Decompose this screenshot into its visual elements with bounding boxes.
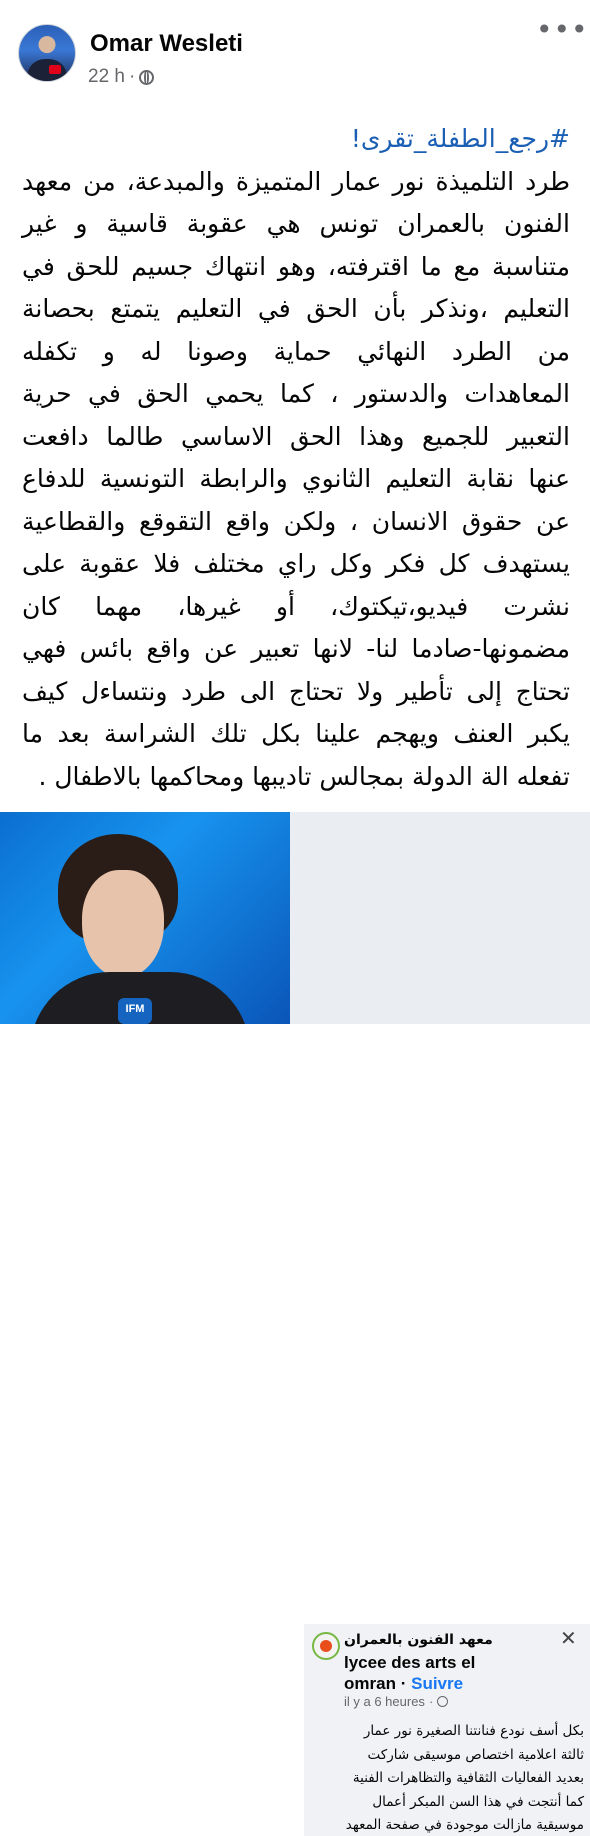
name-dot: · xyxy=(400,1674,407,1693)
author-avatar[interactable] xyxy=(18,24,76,82)
hashtag-link[interactable]: #رجع_الطفلة_تقرى! xyxy=(350,124,570,153)
post-text-line: المعاهدات والدستور ، كما يحمي الحق في حرية xyxy=(22,379,570,408)
page-name-en-text: lycee des arts el omran xyxy=(344,1653,476,1693)
post-text-line: نشرت فيديو،تيكتوك، أو غيرها، مهما كان xyxy=(22,591,570,621)
shared-post-line: ثالثة اعلامية اختصاص موسيقى شاركت xyxy=(367,1746,584,1763)
post-text-line: مضمونها-صادما لنا- لانها تعبير عن واقع بائس فهي xyxy=(22,634,570,663)
post-header xyxy=(0,0,590,100)
flag-icon xyxy=(49,65,61,74)
post-text-line: يكبر العنف ويهجم علينا بكل تلك الشراسة بعد ما xyxy=(22,719,570,748)
post-text-line: التعليم ،ونذكر بأن الحق في التعليم يتمتع بحصانة xyxy=(22,294,570,323)
close-icon: ✕ xyxy=(560,1626,577,1650)
post-text-line: عن حقوق الانسان ، ولكن واقع التقوقع والقطاعية xyxy=(22,506,570,536)
avatar-figure xyxy=(27,59,67,82)
post-text-line: عنها نقابة التعليم الثانوي والرابطة التونسية للدفاع xyxy=(22,464,570,493)
globe-icon xyxy=(437,1696,448,1707)
shared-post-screenshot[interactable] xyxy=(304,1624,590,1836)
post-media[interactable] xyxy=(0,812,590,1833)
shared-separator: · xyxy=(428,1694,434,1709)
post-text xyxy=(22,118,570,798)
post-text-line: تحتاج إلى تأطير ولا تحتاج الى طرد ونتساءل كيف xyxy=(22,676,570,706)
post-text-line: طرد التلميذة نور عمار المتميزة والمبدعة، من معهد xyxy=(22,166,570,196)
post-text-line: من الطرد النهائي حماية وصونا له و تكفله xyxy=(22,336,570,366)
shared-post-body xyxy=(312,1720,584,1836)
photo-face xyxy=(82,870,164,978)
shared-post-line: بعديد الفعاليات الثقافية والتظاهرات الفنية xyxy=(352,1770,584,1786)
post-text-line: التعبير للجميع وهذا الحق الاساسي طالما دافعت xyxy=(22,421,570,451)
shared-post-line: بكل أسف نودع فنانتنا الصغيرة نور عمار xyxy=(363,1723,584,1739)
shared-time: il y a 6 heures xyxy=(344,1694,425,1709)
post-text-line: تفعله الة الدولة بمجالس تاديبها ومحاكمها بالاطفال . xyxy=(38,761,570,791)
student-photo[interactable] xyxy=(0,812,290,1024)
shared-timestamp xyxy=(344,1694,448,1709)
shared-post-line: موسيقية مازالت موجودة في صفحة المعهد xyxy=(345,1817,584,1833)
page-logo-icon xyxy=(312,1632,340,1660)
post-text-line: الفنون بالعمران تونس هي عقوبة قاسية و غير xyxy=(22,209,570,238)
page-name-english xyxy=(344,1652,514,1694)
follow-button: Suivre xyxy=(411,1674,464,1693)
globe-icon[interactable] xyxy=(139,70,154,85)
shared-post-line: كما أنتجت في هذا السن المبكر أعمال xyxy=(372,1793,584,1810)
more-options-button[interactable]: ••• xyxy=(536,13,589,46)
post-time[interactable]: 22 h xyxy=(88,66,125,87)
post-text-line: يستهدف كل فكر وكل راي مختلف فلا عقوبة على xyxy=(22,549,570,578)
page-name-arabic: معهد الفنون بالعمران xyxy=(344,1632,493,1648)
author-name[interactable]: Omar Wesleti xyxy=(90,30,243,57)
post-text-line: متناسبة مع ما اقترفته، وهو انتهاك جسيم للحق في xyxy=(22,251,570,281)
microphone-logo: IFM xyxy=(118,998,152,1024)
meta-separator: · xyxy=(128,66,136,87)
post-meta xyxy=(88,66,154,88)
